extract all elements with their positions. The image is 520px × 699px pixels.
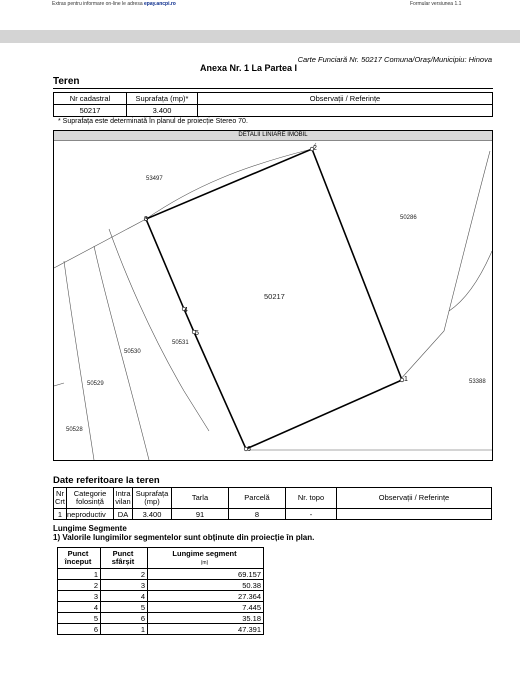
neighbour-label: 50531 [172,340,189,346]
point-label: 5 [195,330,199,337]
cell-length: 50.38 [148,580,264,591]
cell-nr-crt: 1 [54,509,67,520]
teren-header-row [54,93,493,105]
carte-funciara-line: Carte Funciară Nr. 50217 Comuna/Oraș/Municipiu: Hinova [297,55,492,64]
cell-start: 2 [58,580,101,591]
boundary-line [54,383,64,386]
point-label: 2 [313,145,317,152]
boundary-line [399,151,490,381]
annex-title: Anexa Nr. 1 La Partea I [200,63,298,73]
cell-start: 3 [58,591,101,602]
page-header [0,0,520,10]
cell-nr-cadastral: 50217 [54,105,127,117]
neighbour-label: 50529 [87,381,104,387]
col-suprafata: Suprafața (mp)* [127,93,198,105]
col-lungime [148,548,264,569]
map-header: DETALII LINIARE IMOBIL [54,131,492,141]
segment-row [58,580,264,591]
col-categorie: Categorie folosință [67,488,114,509]
date-ref-header-row [54,488,492,509]
cell-observatii [337,509,492,520]
col-nr-topo: Nr. topo [286,488,337,509]
cell-end: 5 [101,602,148,613]
cell-suprafata: 3.400 [133,509,172,520]
segment-row [58,624,264,635]
segments-table [57,547,264,635]
date-ref-table [53,487,492,520]
neighbour-label: 50286 [400,215,417,221]
col-parcela: Parcelă [229,488,286,509]
header-source: Extras pentru informare on-line le adresa epay.ancpi.ro [52,1,176,7]
form-version: Formular versiunea 1.1 [410,1,462,7]
cell-nr-topo: - [286,509,337,520]
col-tarla: Tarla [172,488,229,509]
cell-start: 1 [58,569,101,580]
col-observatii: Observații / Referințe [337,488,492,509]
segment-row [58,613,264,624]
segment-row [58,602,264,613]
cell-end: 3 [101,580,148,591]
parcel-map [53,130,493,461]
cell-length: 35.18 [148,613,264,624]
segment-row [58,569,264,580]
col-punct-sfarsit: Punct sfârșit [101,548,148,569]
cell-parcela: 8 [229,509,286,520]
source-link[interactable]: epay.ancpi.ro [144,1,176,7]
lungime-unit: (m) [200,559,209,566]
main-parcel-label: 50217 [264,292,285,301]
boundary-line [54,219,146,268]
cell-start: 4 [58,602,101,613]
cell-length: 27.364 [148,591,264,602]
cell-end: 6 [101,613,148,624]
cell-intravilan: DA [114,509,133,520]
col-suprafata: Suprafața (mp) [133,488,172,509]
projection-note: * Suprafața este determinată în planul de proiecție Stereo 70. [58,118,248,125]
segment-row [58,591,264,602]
neighbour-label: 50528 [66,427,83,433]
teren-data-row [54,105,493,117]
neighbour-label: 50530 [124,349,141,355]
point-label: 1 [404,376,408,383]
cell-tarla: 91 [172,509,229,520]
cell-length: 47.391 [148,624,264,635]
point-label: 4 [184,307,188,314]
cell-start: 5 [58,613,101,624]
date-ref-title: Date referitoare la teren [53,475,160,486]
neighbour-label: 53388 [469,379,486,385]
col-nr-crt: Nr Crt [54,488,67,509]
cell-categorie: neproductiv [67,509,114,520]
point-label: 6 [247,446,251,453]
cell-suprafata: 3.400 [127,105,198,117]
lungime-title: Lungime Segmente [53,524,127,533]
cell-end: 1 [101,624,148,635]
cell-start: 6 [58,624,101,635]
col-nr-cadastral: Nr cadastral [54,93,127,105]
cell-end: 4 [101,591,148,602]
parcel-drawing [54,131,492,460]
separator-band [0,30,520,43]
col-intravilan: Intra vilan [114,488,133,509]
teren-table [53,92,493,117]
lungime-header-label: Lungime segment [172,548,237,558]
boundary-line [449,251,492,311]
point-label: 3 [144,216,148,223]
boundary-line [94,246,149,460]
divider [53,88,493,89]
cell-observatii [198,105,493,117]
col-observatii: Observații / Referințe [198,93,493,105]
segments-header-row [58,548,264,569]
teren-title: Teren [53,76,80,87]
cell-length: 7.445 [148,602,264,613]
lungime-subtitle: 1) Valorile lungimilor segmentelor sunt obținute din proiecție în plan. [53,533,315,542]
cell-end: 2 [101,569,148,580]
cell-length: 69.157 [148,569,264,580]
col-punct-inceput: Punct început [58,548,101,569]
date-ref-data-row [54,509,492,520]
neighbour-label: 53497 [146,176,163,182]
